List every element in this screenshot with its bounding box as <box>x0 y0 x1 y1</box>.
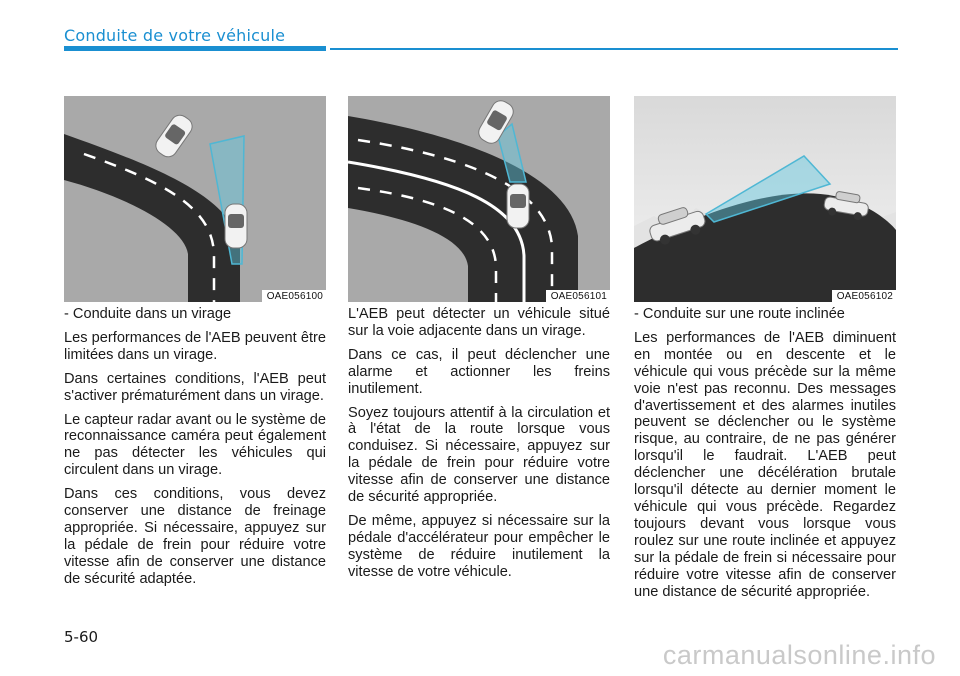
curve-road-illustration <box>64 96 326 302</box>
page-number: 5-60 <box>64 628 99 646</box>
paragraph: Dans ce cas, il peut déclencher une alarme et actionner les freins inutilement. <box>348 346 610 397</box>
incline-road-illustration <box>634 96 896 302</box>
paragraph: Dans ces conditions, vous devez conserver une distance de freinage appropriée. Si nécessaire, appuyez sur la pédale de frein pour réduire votre vitesse afin de conserver une distance de sécurité adaptée. <box>64 486 326 587</box>
text-column-3 <box>634 306 896 607</box>
paragraph: De même, appuyez si nécessaire sur la pédale d'accélérateur pour empêcher le système de réduire inutilement la vitesse de votre véhicule. <box>348 512 610 580</box>
paragraph: - Conduite sur une route inclinée <box>634 306 845 322</box>
paragraph: Soyez toujours attentif à la circulation et à l'état de la route lorsque vous conduisez. Si nécessaire, appuyez sur la pédale de frein pour réduire votre vitesse afin de conserver une distance de sécurité appropriée. <box>348 404 610 506</box>
figure-curve-single <box>64 96 326 302</box>
paragraph: Le capteur radar avant ou le système de reconnaissance caméra peut également ne pas détecter les véhicules qui circulent dans un virage. <box>64 411 326 479</box>
figure-incline <box>634 96 896 302</box>
header-title: Conduite de votre véhicule <box>64 26 286 45</box>
own-car-icon <box>225 204 247 248</box>
text-column-1 <box>64 306 326 595</box>
paragraph: L'AEB peut détecter un véhicule situé sur la voie adjacente dans un virage. <box>348 306 610 339</box>
adjacent-lane-illustration <box>348 96 610 302</box>
header-rule-thick <box>64 46 326 51</box>
paragraph: - Conduite dans un virage <box>64 306 232 322</box>
header-rule-thin <box>330 48 898 50</box>
own-car-icon <box>507 184 529 228</box>
figure-code: OAE056101 <box>546 290 610 302</box>
figure-code: OAE056100 <box>262 290 326 302</box>
text-column-2 <box>348 306 610 588</box>
figure-curve-adjacent <box>348 96 610 302</box>
paragraph: Dans certaines conditions, l'AEB peut s'activer prématurément dans un virage. <box>64 370 326 404</box>
watermark: carmanualsonline.info <box>662 640 936 670</box>
figure-code: OAE056102 <box>832 290 896 302</box>
paragraph: Les performances de l'AEB peuvent être limitées dans un virage. <box>64 329 326 363</box>
paragraph: Les performances de l'AEB diminuent en montée ou en descente et le véhicule qui vous précède sur la même voie n'est pas reconnu. Des messages d'avertissement et des alarmes inutiles peuvent se déclencher ou le système risque, au contraire, de ne pas générer lorsqu'il le faudrait. L'AEB peut déclencher une décélération brutale lorsqu'il détecte au dernier moment le véhicule qui vous précède. Regardez toujours devant vous lorsque vous roulez sur une route inclinée et appuyez sur la pédale de frein si nécessaire pour réduire votre vitesse afin de conserver une distance de sécurité appropriée. <box>634 329 896 600</box>
